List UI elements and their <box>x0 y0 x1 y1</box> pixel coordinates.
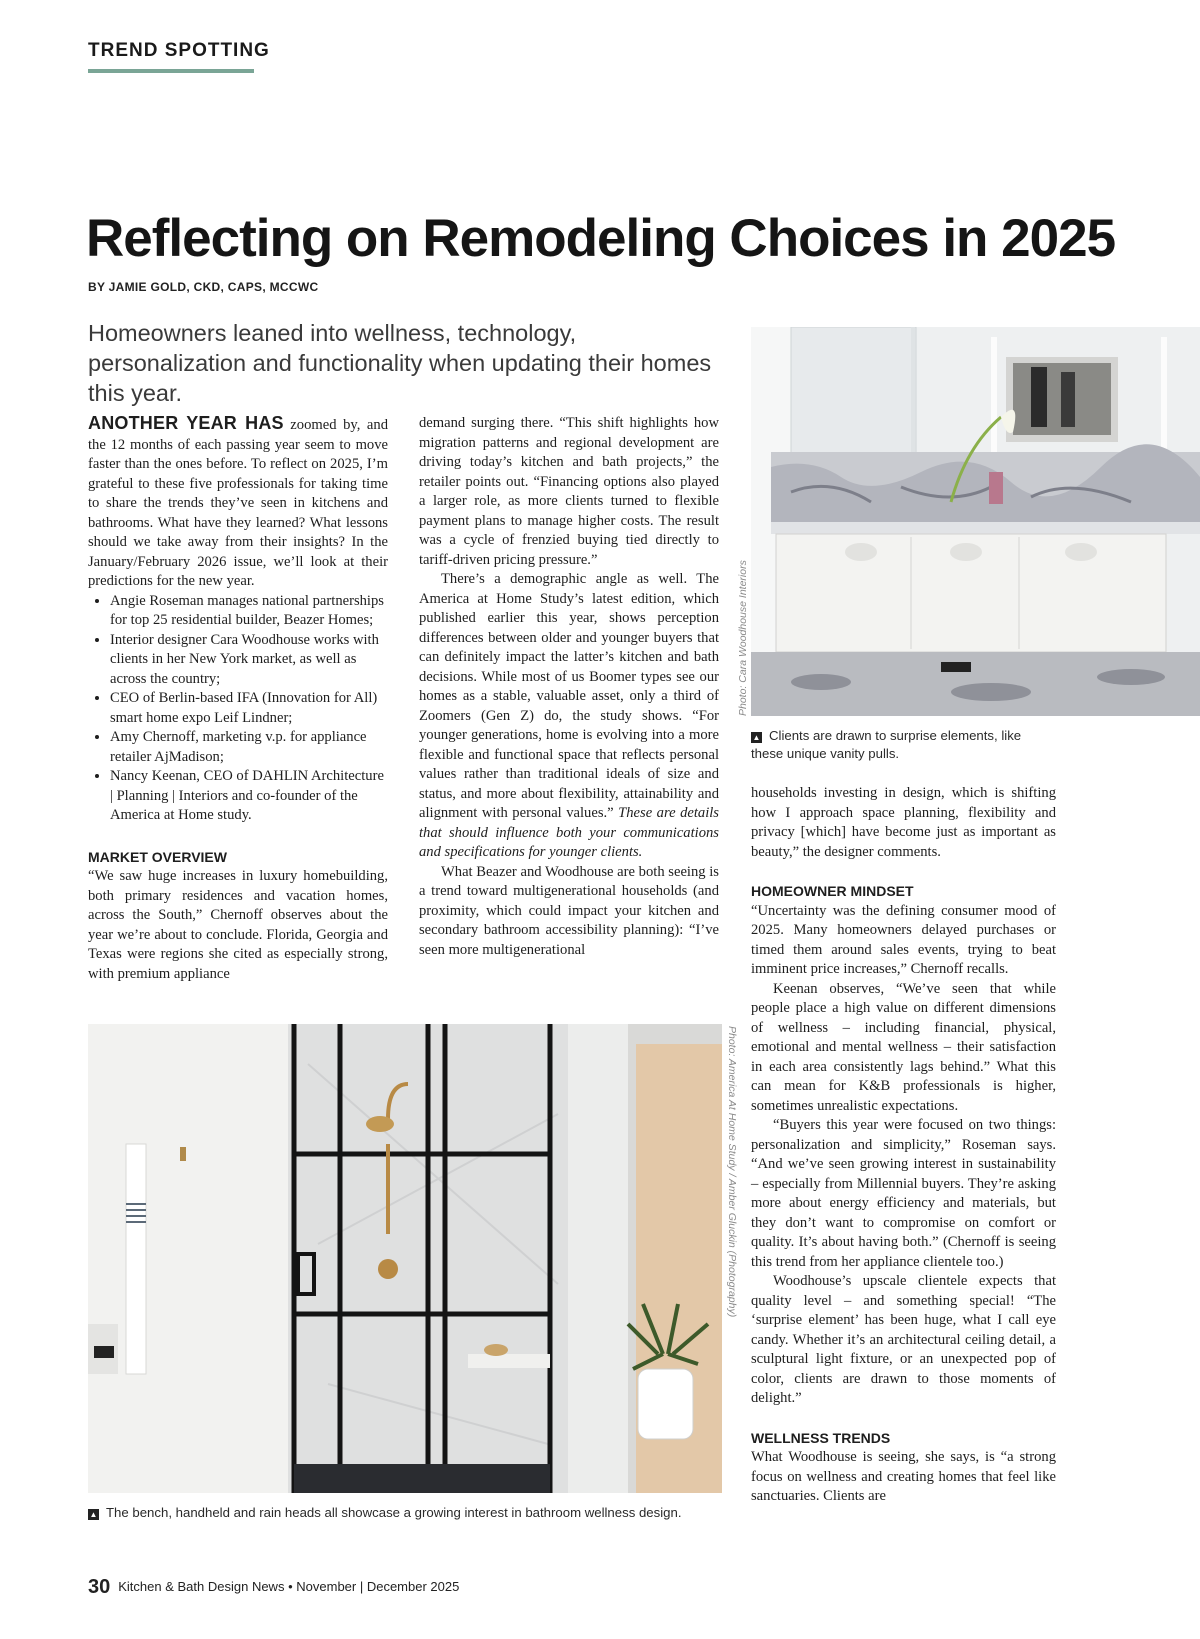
paragraph: demand surging there. “This shift highlights how migration patterns and regional development are driving today’s kitchen and bath projects,” the retailer points out. “Financing options also played a larger role, as more clients turned to flexible payment plans to manage higher costs. The result was a cycle of frenzied buying tied directly to tariff-driven pricing pressure.” <box>419 415 719 568</box>
list-item: • Interior designer Cara Woodhouse works with clients in her New York market, as well as across the country; <box>110 631 388 690</box>
list-item: • Amy Chernoff, marketing v.p. for appliance retailer AjMadison; <box>110 728 388 767</box>
article-title: Reflecting on Remodeling Choices in 2025 <box>86 209 1116 268</box>
paragraph <box>419 570 719 863</box>
photo-credit-top: Photo: Cara Woodhouse Interiors <box>737 560 749 716</box>
paragraph: What Woodhouse is seeing, she says, is “a strong focus on wellness and creating homes that feel like sanctuaries. Clients are <box>751 1449 1056 1504</box>
footer-separator: • <box>288 1579 293 1594</box>
shower-photo <box>88 1024 722 1493</box>
issue-date: November | December 2025 <box>296 1579 460 1594</box>
list-item: • Nancy Keenan, CEO of DAHLIN Architecture | Planning | Interiors and co-founder of the America at Home study. <box>110 767 388 826</box>
section-label: TREND SPOTTING <box>88 40 270 61</box>
paragraph: What Beazer and Woodhouse are both seeing is a trend toward multigenerational households (and proximity, which could impact your kitchen and secondary bathroom accessibility planning): “I’ve seen more multigenerational <box>419 863 719 958</box>
subhead-homeowner-mindset: HOMEOWNER MINDSET <box>751 883 914 899</box>
caption-text: The bench, handheld and rain heads all showcase a growing interest in bathroom wellness design. <box>106 1505 682 1520</box>
paragraph: Keenan observes, “We’ve seen that while people place a high value on different dimensions of wellness – including financial, physical, emotional and mental wellness – their satisfaction in each area consistently lags behind.” What this can mean for K&B professionals is higher, sometimes unrealistic expectations. <box>751 980 1056 1114</box>
paragraph: households investing in design, which is shifting how I approach space planning, flexibility and privacy [which] have become just as important as beauty,” the designer comments. <box>751 785 1056 860</box>
intro-text: zoomed by, and the 12 months of each passing year seem to move faster than the ones before. To reflect on 2025, I’m grateful to these five professionals for taking time to share the trends they’ve seen in kitchens and bathrooms. What have they learned? What lessons should we take away from their insights? In the January/February 2026 issue, we’ll look at their predictions for the new year. <box>88 417 388 589</box>
caption-arrow-icon: ▲ <box>89 1510 98 1519</box>
photo-credit-bottom: Photo: America At Home Study / Amber Gluckin (Photography) <box>726 1026 738 1318</box>
shower-illustration <box>88 1024 722 1493</box>
caption-top <box>751 727 1051 763</box>
column-1 <box>88 414 388 984</box>
paragraph: “We saw huge increases in luxury homebuilding, both primary residences and vacation homes, across the South,” Chernoff observes about the year we’re about to conclude. Florida, Georgia and Texas were regions she cited as especially strong, with premium appliance <box>88 868 388 982</box>
caption-text: Clients are drawn to surprise elements, like these unique vanity pulls. <box>751 728 1022 761</box>
paragraph: “Uncertainty was the defining consumer mood of 2025. Many homeowners delayed purchases or timed them around sales events, trying to beat imminent price increases,” Chernoff recalls. <box>751 902 1056 977</box>
page-footer <box>88 1576 459 1599</box>
list-item: • CEO of Berlin-based IFA (Innovation for All) smart home expo Leif Lindner; <box>110 689 388 728</box>
page-number: 30 <box>88 1576 111 1598</box>
column-2 <box>419 414 719 960</box>
italic-aside: These are details that should influence both your communications and specifications for younger clients. <box>419 805 719 860</box>
subhead-market-overview: MARKET OVERVIEW <box>88 848 227 865</box>
paragraph: Woodhouse’s upscale clientele expects that quality level – and something special! “The ‘surprise element’ has been huge, what I call eye candy. Whether it’s an architectural ceiling detail, a sculptural light fixture, or an unexpected pop of color, clients are drawn to those moments of delight.” <box>751 1273 1056 1406</box>
article-deck: Homeowners leaned into wellness, technology, personalization and functionality when updating their homes this year. <box>88 320 712 406</box>
paragraph: “Buyers this year were focused on two things: personalization and simplicity,” Roseman says. “And we’ve seen growing interest in sustainability – especially from Millennial buyers. They’re asking more about energy efficiency and materials, but they don’t want to compromise on comfort or quality. It’s about having both.” (Chernoff is seeing this trend from her appliance clientele too.) <box>751 1117 1056 1270</box>
lead-in: ANOTHER YEAR HAS <box>88 413 284 433</box>
caption-bottom <box>88 1504 728 1522</box>
section-underline <box>88 69 254 73</box>
caption-arrow-icon: ▲ <box>752 733 761 742</box>
paragraph-text: There’s a demographic angle as well. The America at Home Study’s latest edition, which published earlier this year, shows perception differences between older and younger buyers that can definitely impact the latter’s kitchen and bath decisions. While most of us Boomer types see our homes as a stable, valuable asset, only a third of Zoomers (Gen Z) do, the study shows. “For younger generations, home is evolving into a more flexible and functional space that reflects personal values rather than traditional ideals of size and status, and more about flexibility, attainability and alignment with personal values.” <box>419 571 719 821</box>
expert-list <box>88 592 388 826</box>
list-item: • Angie Roseman manages national partnerships for top 25 residential builder, Beazer Homes; <box>110 592 388 631</box>
vanity-photo <box>751 327 1200 716</box>
byline: BY JAMIE GOLD, CKD, CAPS, MCCWC <box>88 280 319 294</box>
subhead-wellness-trends: WELLNESS TRENDS <box>751 1429 891 1446</box>
publication-name: Kitchen & Bath Design News <box>118 1579 285 1594</box>
column-3 <box>751 784 1056 1507</box>
vanity-illustration <box>751 327 1200 716</box>
intro-paragraph <box>88 414 388 592</box>
